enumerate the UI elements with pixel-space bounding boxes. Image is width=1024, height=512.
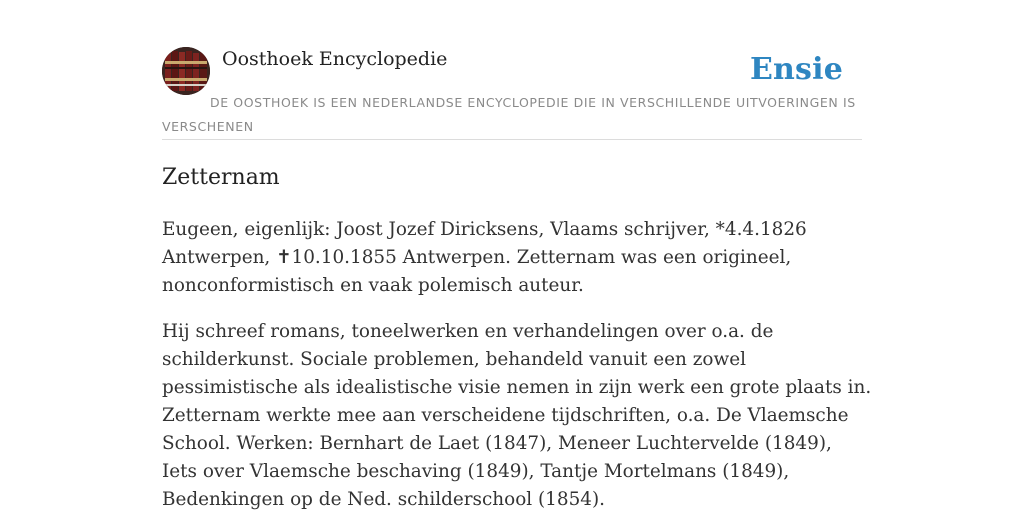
site-header <box>162 46 862 140</box>
article-paragraph: Hij schreef romans, toneelwerken en verhandelingen over o.a. de schilderkunst. Sociale problemen, behandeld vanuit een zowel pessimistische als idealistische visie nemen in zijn werk een grote plaats in. Zetternam werkte mee aan verscheidene tijdschriften, o.a. De Vlaemsche School. Werken: Bernhart de Laet (1847), Meneer Luchtervelde (1849), Iets over Vlaemsche beschaving (1849), Tantje Mortelmans (1849), Bedenkingen op de Ned. schilderschool (1854). <box>162 321 872 510</box>
article-paragraph: Eugeen, eigenlijk: Joost Jozef Diricksens, Vlaams schrijver, *4.4.1826 Antwerpen, ✝10.10.1855 Antwerpen. Zetternam was een origineel, nonconformistisch en vaak polemisch auteur. <box>162 219 807 296</box>
article-title: Zetternam <box>162 165 280 190</box>
article <box>162 160 872 512</box>
site-title[interactable]: Oosthoek Encyclopedie <box>222 48 448 70</box>
brand-logo[interactable]: Ensie <box>749 52 843 87</box>
encyclopedia-books-icon[interactable] <box>162 47 210 95</box>
site-subtitle: DE OOSTHOEK IS EEN NEDERLANDSE ENCYCLOPEDIE DIE IN VERSCHILLENDE UITVOERINGEN IS VERSCHENEN <box>162 95 856 134</box>
